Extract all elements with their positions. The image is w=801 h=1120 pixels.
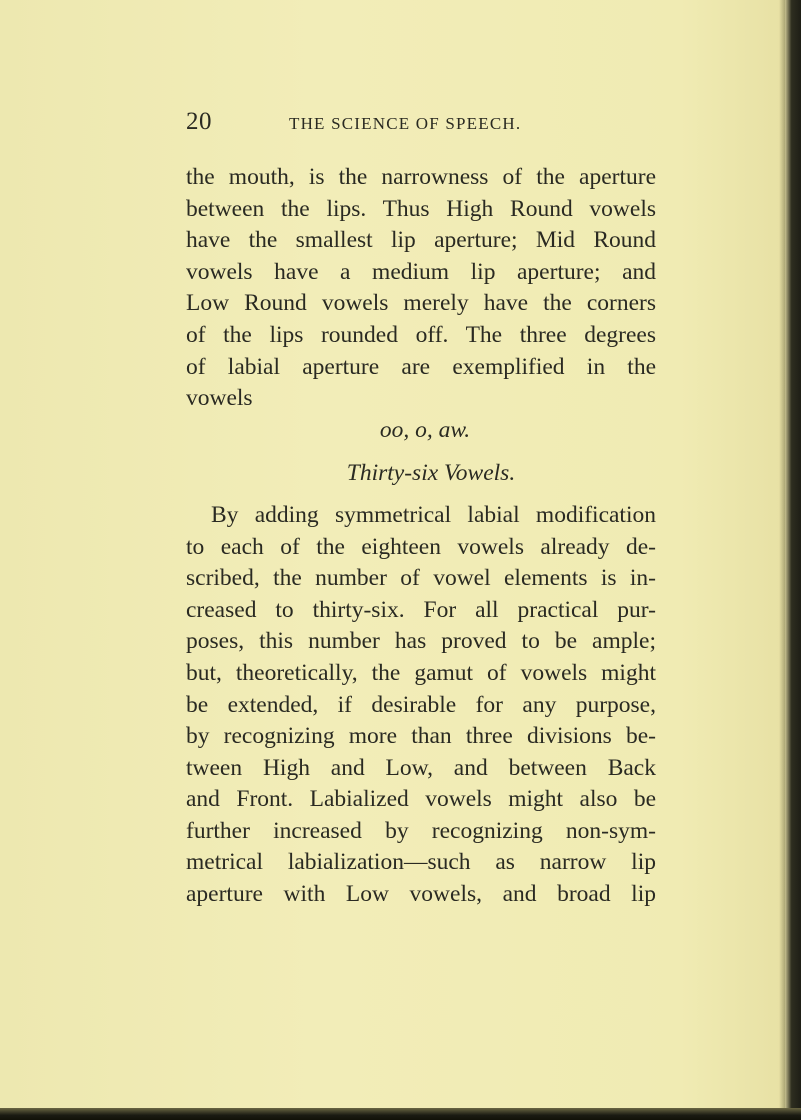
text-line: between the lips. Thus High Round vowels [186, 195, 656, 222]
text-line: By adding symmetrical labial modification [211, 501, 656, 528]
text-line: of labial aperture are exemplified in the [186, 353, 656, 380]
text-line: tween High and Low, and between Back [186, 754, 656, 781]
text-line: vowels have a medium lip aperture; and [186, 258, 656, 285]
text-line: Low Round vowels merely have the corners [186, 290, 656, 317]
text-line: vowels [186, 385, 253, 412]
text-line: be extended, if desirable for any purpose, [186, 691, 656, 718]
text-line: poses, this number has proved to be ample; [186, 628, 656, 655]
text-line: have the smallest lip aperture; Mid Round [186, 227, 656, 254]
paragraph-2 [186, 500, 656, 911]
text-line: aperture with Low vowels, and broad lip [186, 881, 656, 908]
page-number: 20 [186, 108, 212, 135]
running-head: THE SCIENCE OF SPEECH. [289, 114, 522, 133]
text-line: scribed, the number of vowel elements is in- [186, 565, 656, 592]
paragraph-1 [186, 162, 656, 415]
text-line: but, theoretically, the gamut of vowels might [186, 659, 656, 686]
vowel-examples: oo, o, aw. [379, 416, 471, 443]
text-line: further increased by recognizing non-sym- [186, 817, 656, 844]
text-line: by recognizing more than three divisions be- [186, 723, 656, 750]
text-line: the mouth, is the narrowness of the aperture [186, 164, 656, 190]
text-line: and Front. Labialized vowels might also be [186, 786, 656, 813]
page-header [186, 108, 656, 140]
page-bottom-edge [0, 1108, 801, 1120]
text-line: of the lips rounded off. The three degrees [186, 321, 656, 348]
text-line: creased to thirty-six. For all practical pur- [186, 596, 656, 623]
text-line: metrical labialization—such as narrow lip [186, 849, 656, 876]
body-text [186, 162, 656, 911]
text-line: to each of the eighteen vowels already de- [186, 533, 656, 560]
book-spine-edge [785, 0, 801, 1120]
section-heading: Thirty-six Vowels. [346, 460, 516, 487]
